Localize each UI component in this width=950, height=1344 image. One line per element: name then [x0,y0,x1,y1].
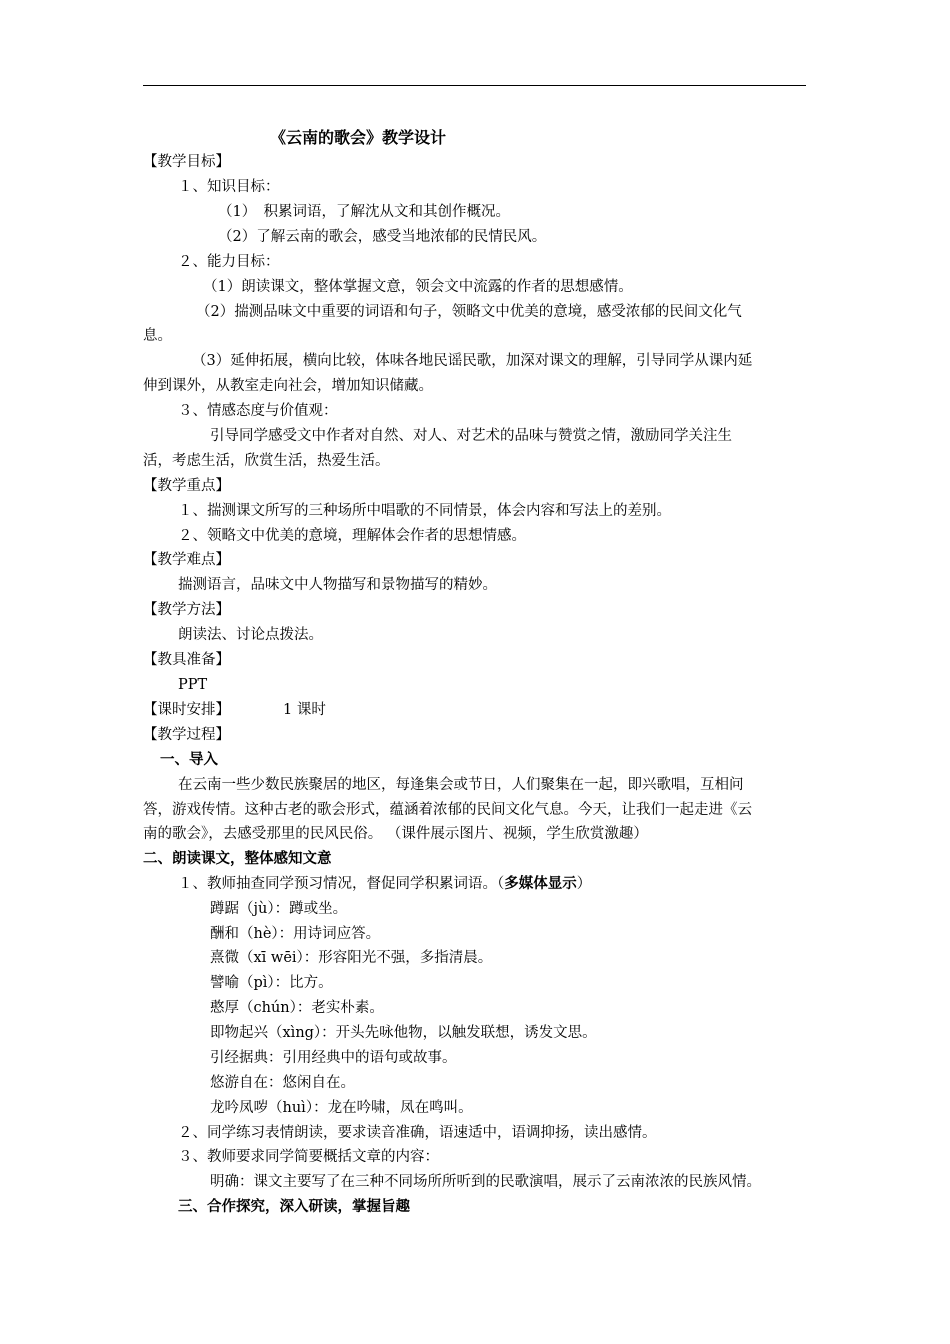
ability-heading: ２、能力目标： [178,254,280,270]
key-heading: 【教学重点】 [143,478,230,494]
tools-heading: 【教具准备】 [143,652,230,668]
ability-item-continuation: 息。 [143,328,172,344]
read-step-1-text: １、教师抽查同学预习情况，督促同学积累词语。（ [178,876,505,892]
read-step-1-bold: 多媒体显示 [504,875,577,892]
header-rule [143,85,806,86]
ability-item-continuation: 伸到课外，从教室走向社会，增加知识储藏。 [143,378,433,394]
intro-line: 南的歌会》，去感受那里的民风民俗。 （课件展示图片、视频，学生欣赏激趣） [143,826,648,842]
knowledge-heading: １、知识目标： [178,179,280,195]
emotion-line: 活，考虑生活，欣赏生活，热爱生活。 [143,453,390,469]
vocab-item: 譬喻（pì）：比方。 [210,975,333,991]
schedule-text: 1 课时 [283,702,326,718]
ability-item: （3）延伸拓展，横向比较，体味各地民谣民歌，加深对课文的理解，引导同学从课内延 [192,353,753,369]
vocab-item: 悠游自在：悠闲自在。 [210,1075,355,1091]
emotion-line: 引导同学感受文中作者对自然、对人、对艺术的品味与赞赏之情，激励同学关注生 [210,428,732,444]
read-step-3-answer: 明确：课文主要写了在三种不同场所所听到的民歌演唱，展示了云南浓浓的民族风情。 [210,1174,761,1190]
key-item: ２、领略文中优美的意境，理解体会作者的思想情感。 [178,528,526,544]
intro-heading: 一、导入 [160,751,218,768]
ability-item: （2）揣测品味文中重要的词语和句子，领略文中优美的意境，感受浓郁的民间文化气 [196,304,742,320]
goals-heading: 【教学目标】 [143,154,230,170]
explore-heading: 三、合作探究，深入研读，掌握旨趣 [178,1198,410,1215]
read-step-2: ２、同学练习表情朗读，要求读音准确，语速适中，语调抑扬，读出感情。 [178,1125,657,1141]
vocab-item: 即物起兴（xìng）：开头先咏他物，以触发联想，诱发文思。 [210,1025,597,1041]
ability-item: （1）朗读课文，整体掌握文意，领会文中流露的作者的思想感情。 [203,279,633,295]
knowledge-item: （2）了解云南的歌会，感受当地浓郁的民情民风。 [218,229,547,245]
vocab-item: 引经据典：引用经典中的语句或故事。 [210,1050,457,1066]
intro-line: 答，游戏传情。这种古老的歌会形式，蕴涵着浓郁的民间文化气息。今天，让我们一起走进《云 [143,802,752,818]
vocab-item: 龙吟凤哕（huì）：龙在吟啸，凤在鸣叫。 [210,1100,473,1116]
method-heading: 【教学方法】 [143,602,230,618]
knowledge-item: （1） 积累词语，了解沈从文和其创作概况。 [218,204,510,220]
read-step-1-end: ） [576,876,592,892]
read-step-1 [178,874,591,894]
key-item: １、揣测课文所写的三种场所中唱歌的不同情景，体会内容和写法上的差别。 [178,503,671,519]
emotion-heading: ３、情感态度与价值观： [178,403,338,419]
difficulty-text: 揣测语言，品味文中人物描写和景物描写的精妙。 [178,577,497,593]
process-heading: 【教学过程】 [143,727,230,743]
schedule-heading: 【课时安排】 [143,702,230,718]
read-step-3: ３、教师要求同学简要概括文章的内容： [178,1149,439,1165]
vocab-item: 蹲踞（jù）：蹲或坐。 [210,901,348,917]
document-title: 《云南的歌会》教学设计 [270,128,447,147]
intro-line: 在云南一些少数民族聚居的地区，每逢集会或节日，人们聚集在一起，即兴歌唱，互相问 [178,777,744,793]
vocab-item: 憨厚（chún）：老实朴素。 [210,1000,384,1016]
difficulty-heading: 【教学难点】 [143,552,230,568]
vocab-item: 酬和（hè）：用诗词应答。 [210,926,381,942]
tools-text: PPT [178,677,208,693]
read-heading: 二、朗读课文，整体感知文意 [143,850,332,867]
vocab-item: 熹微（xī wēi）：形容阳光不强，多指清晨。 [210,950,493,966]
method-text: 朗读法、讨论点拨法。 [178,627,323,643]
